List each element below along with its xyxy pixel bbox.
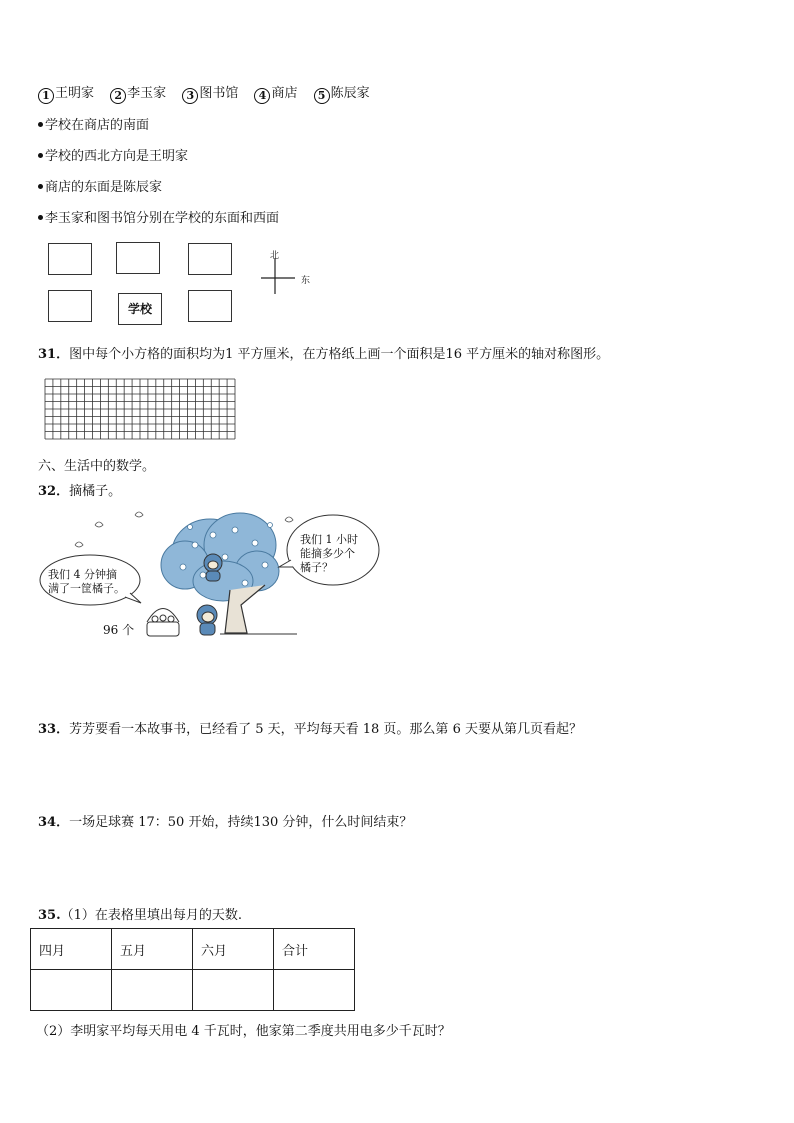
left-bubble-text [48, 568, 125, 596]
question-number: 34． [38, 815, 70, 830]
bubble-line: 我们 4 分钟摘 [48, 568, 117, 581]
monkey-in-tree [204, 554, 222, 581]
circled-number: 4 [254, 88, 270, 104]
clue-text: 学校的西北方向是王明家 [45, 149, 189, 164]
map-box-top-right [188, 243, 232, 275]
answer-cell-total[interactable] [274, 970, 355, 1011]
question-text: 一场足球赛 17：50 开始，持续130 分钟，什么时间结束？ [69, 815, 413, 830]
question-35-part1 [38, 904, 242, 923]
clue-3 [38, 176, 162, 195]
section-heading: 六、生活中的数学。 [38, 459, 156, 474]
legend-label: 王明家 [55, 86, 95, 101]
table-header-row [31, 929, 355, 970]
legend-item-2 [110, 86, 166, 101]
legend-label: 李玉家 [127, 86, 167, 101]
map-box-school: 学校 [118, 293, 162, 325]
question-33 [38, 718, 582, 737]
map-box-top-middle [116, 242, 160, 274]
question-32 [38, 480, 121, 499]
clue-1 [38, 114, 149, 133]
header-june: 六月 [193, 929, 274, 970]
bubble-line: 满了一筐橘子。 [48, 582, 125, 595]
header-april: 四月 [31, 929, 112, 970]
header-total: 合计 [274, 929, 355, 970]
basket-icon [147, 609, 179, 637]
legend-item-3 [182, 86, 238, 101]
header-may: 五月 [112, 929, 193, 970]
bubble-line: 橘子？ [300, 561, 333, 574]
bubble-line: 能摘多少个 [300, 547, 355, 560]
question-text: 芳芳要看一本故事书，已经看了 5 天，平均每天看 18 页。那么第 6 天要从第几页看起？ [69, 722, 582, 737]
circled-number: 5 [314, 88, 330, 104]
clue-text: 李玉家和图书馆分别在学校的东面和西面 [45, 211, 280, 226]
map-box-top-left [48, 243, 92, 275]
circled-number: 1 [38, 88, 54, 104]
legend-item-4 [254, 86, 297, 101]
question-number: 31． [38, 347, 70, 362]
table-answer-row[interactable] [31, 970, 355, 1011]
clue-4 [38, 207, 279, 226]
compass-north-label: 北 [270, 251, 280, 261]
question-31 [38, 343, 609, 362]
legend-label: 商店 [271, 86, 298, 101]
legend-item-1 [38, 86, 94, 101]
question-number: 35. [38, 908, 61, 923]
circled-number: 2 [110, 88, 126, 104]
basket-count-label: 96 个 [103, 623, 135, 637]
answer-cell-may[interactable] [112, 970, 193, 1011]
clue-text: 商店的东面是陈辰家 [45, 180, 163, 195]
circled-number: 3 [182, 88, 198, 104]
map-box-bottom-left [48, 290, 92, 322]
bullet-icon [38, 153, 43, 158]
answer-cell-april[interactable] [31, 970, 112, 1011]
answer-cell-june[interactable] [193, 970, 274, 1011]
question-text: 图中每个小方格的面积均为1 平方厘米，在方格纸上画一个面积是16 平方厘米的轴对称图形。 [69, 347, 610, 362]
compass-east-label: 东 [301, 276, 311, 286]
legend-label: 陈辰家 [330, 86, 370, 101]
bullet-icon [38, 122, 43, 127]
bubble-line: 我们 1 小时 [300, 533, 358, 546]
legend-item-5 [314, 86, 370, 101]
map-box-bottom-right [188, 290, 232, 322]
question-number: 32． [38, 484, 70, 499]
bullet-icon [38, 215, 43, 220]
question-34 [38, 811, 412, 830]
clue-2 [38, 145, 188, 164]
question-35-part2: （2）李明家平均每天用电 4 千瓦时，他家第二季度共用电多少千瓦时？ [36, 1024, 451, 1039]
right-bubble-text [300, 533, 358, 575]
question-text: （1）在表格里填出每月的天数. [60, 908, 243, 923]
monkey-on-ground [197, 605, 217, 635]
days-table [30, 928, 355, 1011]
place-legend [38, 82, 382, 104]
question-number: 33． [38, 722, 70, 737]
clue-text: 学校在商店的南面 [45, 118, 150, 133]
legend-label: 图书馆 [199, 86, 239, 101]
square-grid[interactable] [44, 378, 236, 440]
bullet-icon [38, 184, 43, 189]
question-text: 摘橘子。 [69, 484, 122, 499]
